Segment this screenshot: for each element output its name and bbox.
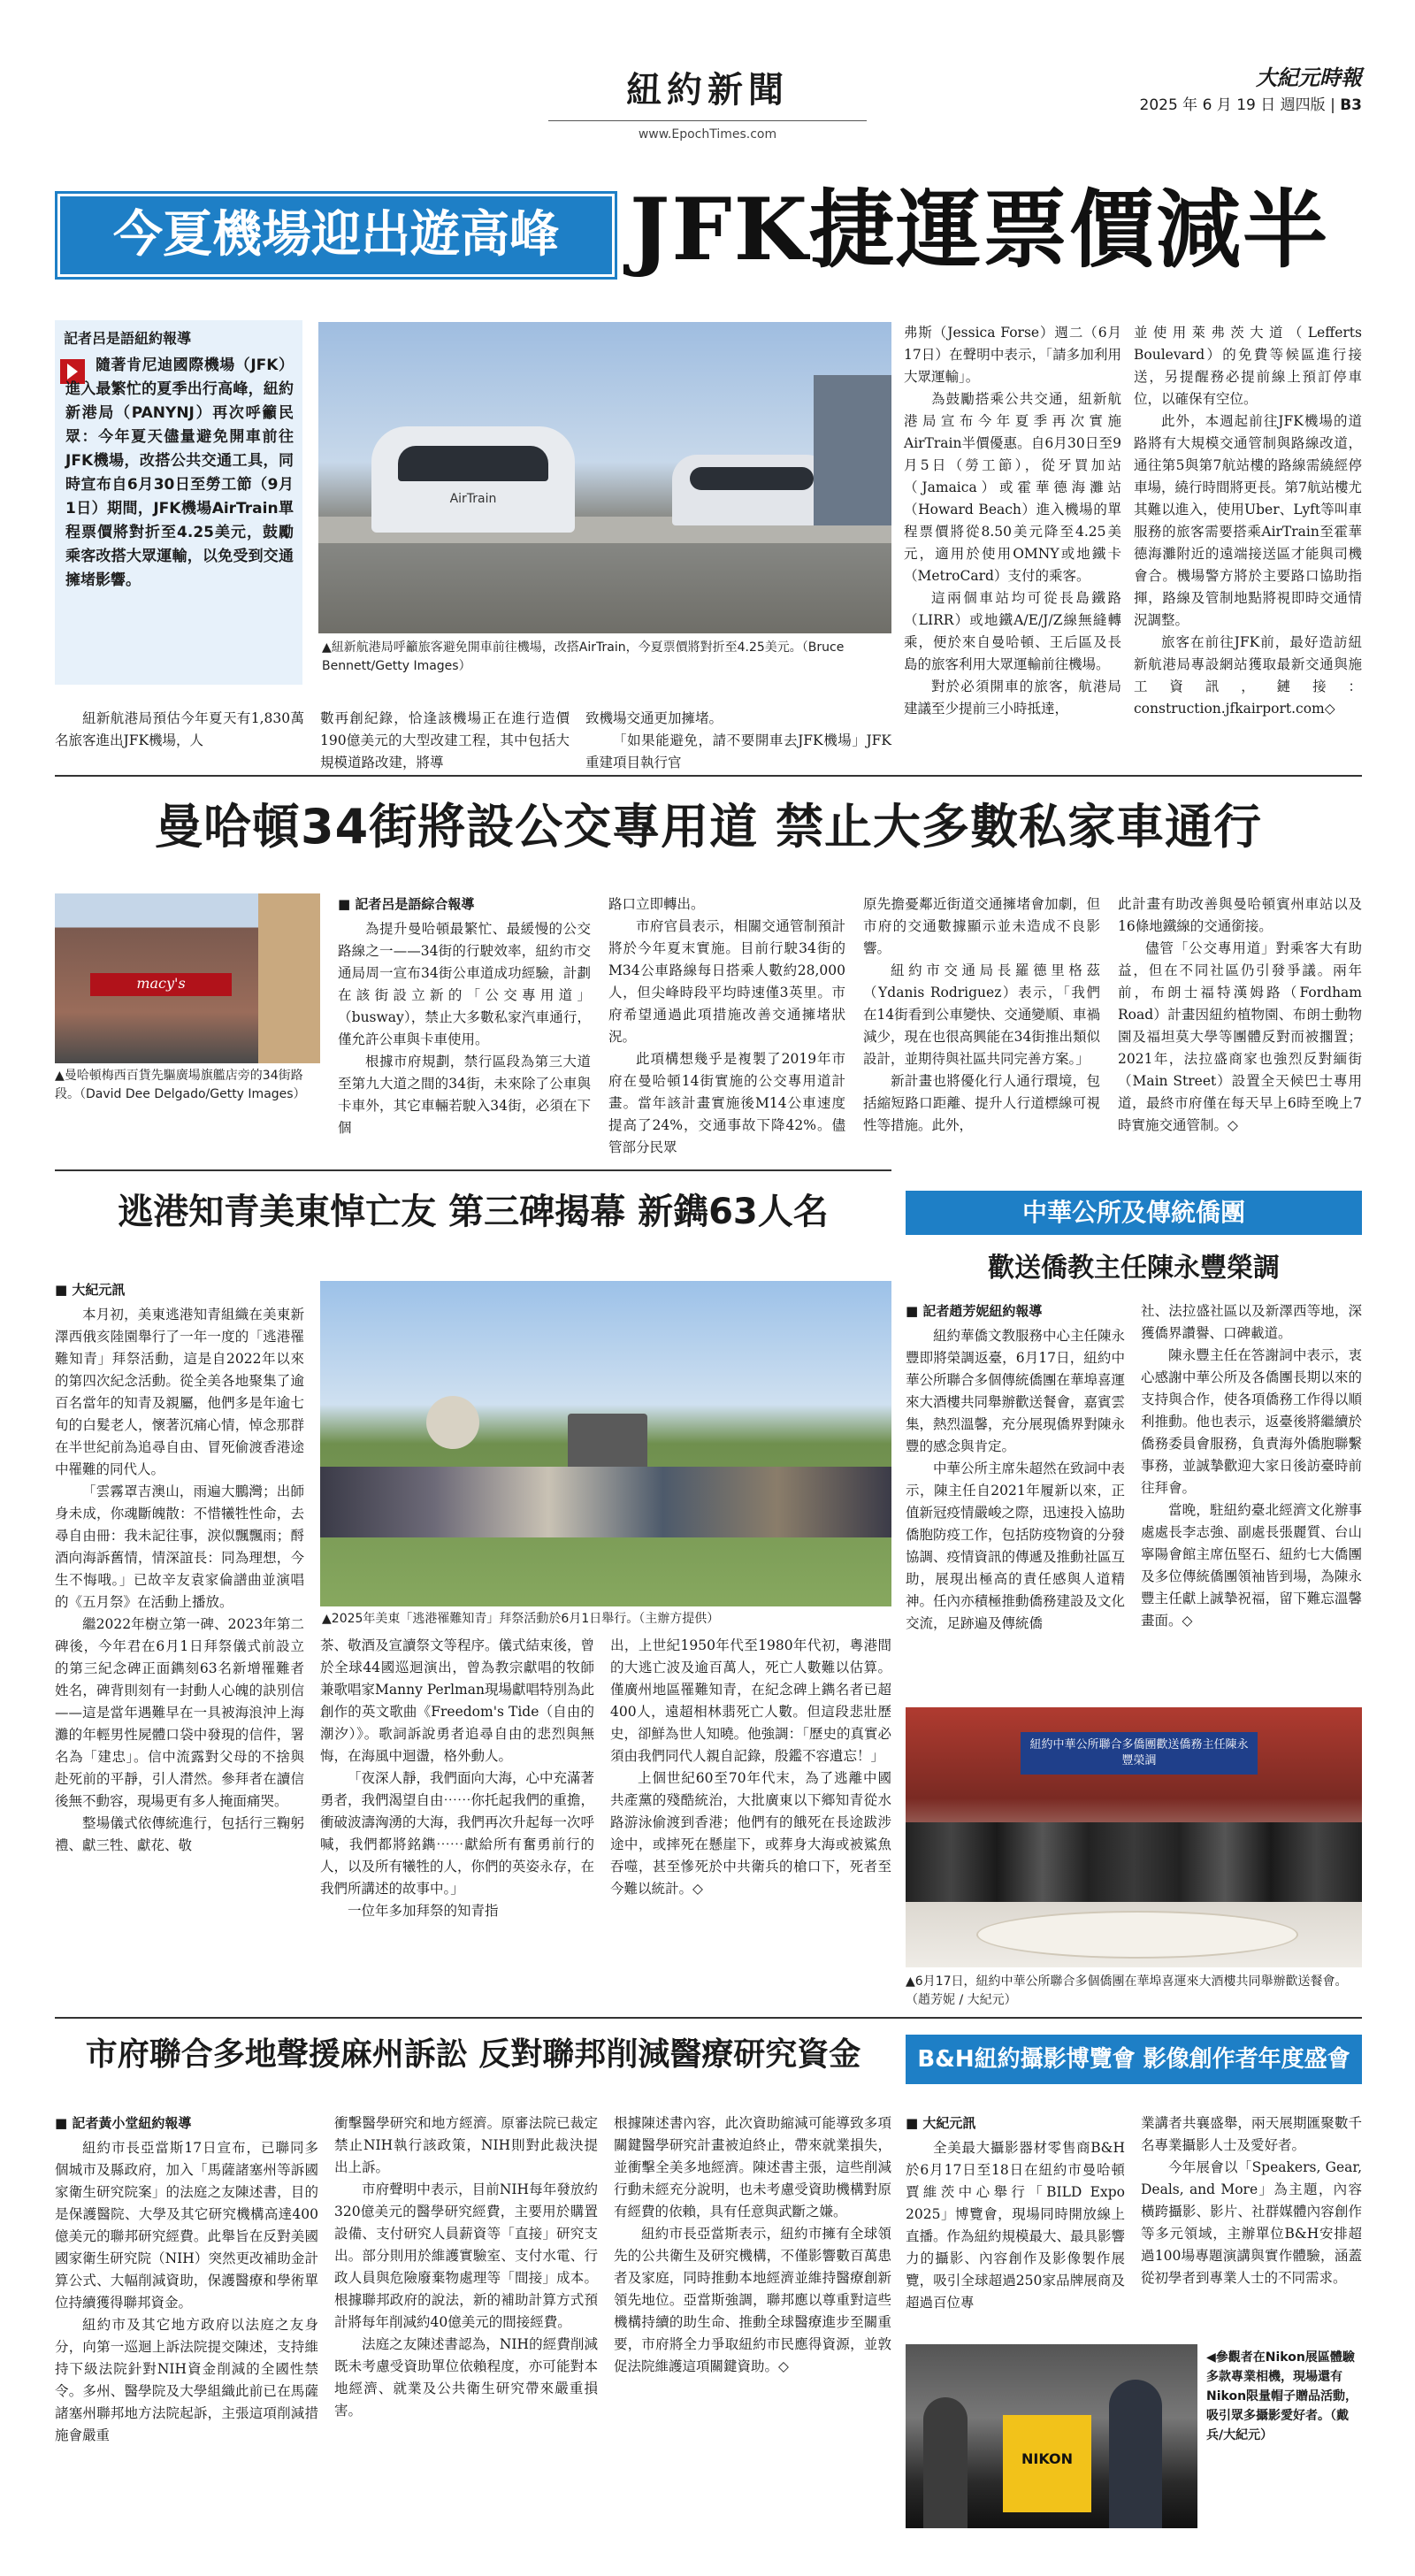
- story2-col3: [863, 893, 1100, 1137]
- story3-photo: [320, 1281, 891, 1606]
- story6-col2: [1141, 2112, 1362, 2289]
- story2-caption: ▲ 曼哈頓梅西百貨先驅廣場旗艦店旁的34街路段。（David Dee Delgado/Getty Images）: [55, 1067, 320, 1104]
- story3-para: 「雲霧罩吉澳山，雨遍大鵬灣；出師身未成，你魂斷魄散：不惜犧牲性命，去尋自由冊：我未記往事，淚似飄飄雨；酹酒向海訴舊情，情深誼長：同為理想，今生不悔哦。」已故辛友袁家倫譜曲並演唱的《五月祭》在活動上播放。: [55, 1484, 304, 1610]
- story3-para: 整場儀式依傳統進行，包括行三鞠躬禮、獻三牲、獻花、敬: [55, 1815, 304, 1853]
- photo-store-sign: macy's: [136, 975, 186, 992]
- story4-byline: ■ 記者趙芳妮紐約報導: [906, 1300, 1125, 1322]
- story1-para: 旅客在前往JFK前，最好造訪紐新航港局專設網站獲取最新交通與施工資訊，鏈接：construction.jfkairport.com◇: [1134, 634, 1362, 717]
- story1-lead-box: [55, 320, 302, 685]
- story2-para: 新計畫也將優化行人通行環境，包括縮短路口距離、提升人行道標線可視性等措施。此外，: [863, 1073, 1100, 1133]
- story2-headline: 曼哈頓34街將設公交專用道 禁止大多數私家車通行: [155, 799, 1262, 855]
- story6-photo: [906, 2344, 1197, 2528]
- photo-guests: [906, 1822, 1362, 1902]
- story3-para: 「夜深人靜，我們面向大海，心中充滿著勇者，我們渴望自由⋯⋯你托起我們的重擔，衝破波濤洶湧的大海，我們再次升起每一次呼喊，我們都將銘鐫⋯⋯獻給所有奮勇前行的人，以及所有犧牲的人，你們的英姿永存，在我們所講述的故事中。」: [320, 1770, 595, 1897]
- story3-col1: [55, 1279, 304, 1857]
- photo-train-right: [672, 455, 831, 525]
- masthead-url: www.EpochTimes.com: [638, 127, 777, 142]
- story5-para: 衝擊醫學研究和地方經濟。原審法院已裁定禁止NIH執行該政策，NIH則對此裁決提出上訴。: [334, 2115, 598, 2175]
- story1-col4: [904, 322, 1121, 720]
- issue-date: [1097, 92, 1362, 114]
- story1-headline: JFK捷運票價減半: [630, 180, 1330, 280]
- story4-para: 中華公所主席朱超然在致詞中表示，陳主任自2021年履新以來，正值新冠疫情嚴峻之際，迅速投入協助僑胞防疫工作，包括防疫物資的分發協調、疫情資訊的傳遞及推動社區互助，展現出極高的責任感與人道精神。任內亦積極推動僑務建設及文化交流，足跡遍及傳統僑: [906, 1460, 1126, 1631]
- masthead: [53, 57, 1362, 154]
- story1-para: 「如果能避免，請不要開車去JFK機場」JFK重建項目執行官: [585, 732, 891, 770]
- story5-headline: 市府聯合多地聲援麻州訴訟 反對聯邦削減醫療研究資金: [85, 2036, 861, 2073]
- story5-para: 根據陳述書內容，此次資助縮減可能導致多項關鍵醫學研究計畫被迫終止，帶來就業損失，並衝擊全美多地經濟。陳述書主張，這些削減行動未經充分說明，也未考慮受資助機構對原有經費的依賴，具有任意與武斷之嫌。: [614, 2115, 891, 2220]
- photo-visitor: [1109, 2380, 1162, 2528]
- page-number: B3: [1340, 96, 1362, 114]
- story2-para: 紐約市交通局長羅德里格茲（Ydanis Rodriguez）表示，「我們在14街看到公車變快、交通變順、車禍減少，現在也很高興能在34街推出類似設計，並期待與社區共同完善方案。」: [863, 962, 1100, 1067]
- story5-para: 市府聲明中表示，目前NIH每年發放約320億美元的醫學研究經費，主要用於購置設備、支付研究人員薪資等「直接」研究支出。部分則用於維護實驗室、支付水電、行政人員與危險廢棄物處理等「間接」成本。根據聯邦政府的說法，新的補助計算方式預計將每年削減約40億美元的間接經費。: [334, 2181, 598, 2330]
- story3-byline: ■ 大紀元訊: [55, 1279, 304, 1301]
- story1-lead: 隨著肯尼迪國際機場（JFK）進入最繁忙的夏季出行高峰，紐約新港局（PANYNJ）再次呼籲民眾：今年夏天儘量避免開車前往JFK機場，改搭公共交通工具，同時宣布自6月30日至勞工節（9月1日）期間，JFK機場AirTrain單程票價將對折至4.25美元，鼓勵乘客改搭大眾運輸，以免受到交通擁堵影響。: [65, 356, 294, 589]
- story2-para: 根據市府規劃，禁行區段為第三大道至第九大道之間的34街，未來除了公車與卡車外，其它車輛若駛入34街，必須在下個: [338, 1054, 591, 1136]
- story5-col2: [334, 2112, 598, 2422]
- caption-arrow: ◀: [1206, 2350, 1216, 2365]
- photo-building-right: [258, 893, 320, 1063]
- divider-story1: [55, 775, 1362, 777]
- paper-name: 大紀元時報: [1256, 65, 1362, 90]
- story4-para: 社、法拉盛社區以及新澤西等地，深獲僑界讚譽、口碑載道。: [1141, 1303, 1362, 1341]
- divider-story3: [55, 2017, 1362, 2019]
- story3-para: 茶、敬酒及宣讀祭文等程序。儀式結束後，曾於全球44國巡迴演出，曾為教宗獻唱的牧師兼歌唱家Manny Perlman現場獻唱特別為此創作的英文歌曲《Freedom's Tide（自由的潮汐）》。歌詞訴說勇者追尋自由的悲烈與無悔，在海風中迴盪，格外動人。: [320, 1637, 595, 1764]
- story4-col2: [1141, 1300, 1362, 1632]
- story1-col3: [585, 708, 891, 774]
- story6-caption-text: 參觀者在Nikon展區體驗多款專業相機，現場還有Nikon限量帽子贈品活動，吸引眾多攝影愛好者。（戴兵/大紀元）: [1206, 2350, 1358, 2442]
- photo-train-window: [398, 446, 548, 481]
- story2-byline: ■ 記者呂是語綜合報導: [338, 893, 591, 916]
- story2-col2: [608, 893, 845, 1159]
- story5-para: 紐約市長亞當斯表示，紐約市擁有全球領先的公共衛生及研究機構，不僅影響數百萬患者及家庭，同時推動本地經濟並維持醫療創新領先地位。亞當斯強調，聯邦應以尊重對這些機構持續的助生命、推動全球醫療進步至關重要，市府將全力爭取紐約市民應得資源，並敦促法院維護這項關鍵資助。◇: [614, 2226, 891, 2374]
- story1-para: 這兩個車站均可從長島鐵路（LIRR）或地鐵A/E/J/Z線無縫轉乘，便於來自曼哈頓、王后區及長島的旅客利用大眾運輸前往機場。: [904, 590, 1121, 672]
- story3-para: 本月初，美東逃港知青組織在美東新澤西俄亥陸園舉行了一年一度的「逃港罹難知青」拜祭活動，這是自2022年以來的第四次紀念活動。從全美各地聚集了逾百名當年的知青及親屬，他們多是年逾七旬的白髮老人，懷著沉痛心情，悼念那群在半世紀前為追尋自由、冒死偷渡香港途中罹難的同代人。: [55, 1307, 304, 1477]
- story4-photo: [906, 1707, 1362, 1967]
- story5-col3: [614, 2112, 891, 2378]
- story6-para: 今年展會以「Speakers, Gear, Deals, and More」為主題，內容橫跨攝影、影片、社群媒體內容創作等多元領域，主辦單位B&H安排超過100場專題演講與實作體驗，涵蓋從初學者到專業人士的不同需求。: [1141, 2159, 1362, 2286]
- photo-train-label: AirTrain: [449, 492, 497, 506]
- story6-para: 業講者共襄盛舉，兩天展期匯聚數千名專業攝影人士及愛好者。: [1141, 2115, 1362, 2153]
- story2-para: 路口立即轉出。: [608, 896, 705, 912]
- story6-byline: ■ 大紀元訊: [906, 2112, 1125, 2135]
- photo-building: [814, 375, 891, 525]
- story4-col1: [906, 1300, 1125, 1635]
- story2-para: 此計畫有助改善與曼哈頓賓州車站以及16條地鐵線的交通銜接。: [1118, 896, 1362, 934]
- story3-para: 出，上世紀1950年代至1980年代初，粵港間的大逃亡波及逾百萬人，死亡人數難以估算。僅廣州地區罹難知青，在紀念碑上鐫名者已超400人，遠超相林翡死亡人數。但這段悲壯歷史，卻鮮為世人知曉。他強調：「歷史的真實必須由我們同代人親自記錄，殷鑑不容遺忘！」: [610, 1637, 891, 1764]
- story1-para: 並使用萊弗茨大道（Lefferts Boulevard）的免費等候區進行接送，另提醒務必提前線上預訂停車位，以確保有空位。: [1134, 325, 1362, 407]
- story3-caption: ▲ 2025年美東「逃港罹難知青」拜祭活動於6月1日舉行。（主辦方提供）: [322, 1610, 891, 1629]
- story2-para: 儘管「公交專用道」對乘客大有助益，但在不同社區仍引發爭議。兩年前，布朗士福特漢姆路（Fordham Road）計畫因紐約植物園、布朗士動物園及福坦莫大學等團體反對而被擱置；2021年，法拉盛商家也強烈反對緬街（Main Street）設置全天候巴士專用道，最終市府僅在每天早上6時至晚上7時實施交通管制。◇: [1118, 940, 1362, 1133]
- section-title: 紐約新聞: [626, 69, 789, 111]
- story4-banner: 中華公所及傳統僑團: [906, 1191, 1362, 1235]
- story2-para: 此項構想幾乎是複製了2019年市府在曼哈頓14街實施的公交專用道計畫。當年該計畫實施後M14公車速度提高了24%，交通事故下降42%。儘管部分民眾: [608, 1051, 845, 1155]
- story6-col1: [906, 2112, 1125, 2314]
- story1-para: 弗斯（Jessica Forse）週二（6月17日）在聲明中表示，「請多加利用大眾運輸」。: [904, 325, 1121, 385]
- story1-para: 數再創紀錄，恰逢該機場正在進行造價190億美元的大型改建工程，其中包括大規模道路改建，將導: [320, 710, 570, 770]
- story1-kicker: 今夏機場迎出遊高峰: [55, 191, 617, 280]
- story1-byline: 記者呂是語紐約報導: [64, 330, 192, 347]
- story5-para: 法庭之友陳述書認為，NIH的經費削減既未考慮受資助單位依賴程度，亦可能對本地經濟、就業及公共衛生研究帶來嚴重損害。: [334, 2336, 598, 2419]
- story1-col2: [320, 708, 570, 774]
- story4-caption: ▲ 6月17日，紐約中華公所聯合多個僑團在華埠喜運來大酒樓共同舉辦歡送餐會。（趙芳妮 / 大紀元）: [906, 1973, 1362, 2010]
- story1-para: 紐新航港局預估今年夏天有1,830萬名旅客進出JFK機場，人: [55, 710, 304, 748]
- story3-col2: [320, 1635, 594, 1922]
- story5-byline: ■ 記者黃小堂紐約報導: [55, 2112, 318, 2135]
- story6-caption: [1206, 2348, 1362, 2445]
- story2-col4: [1118, 893, 1362, 1137]
- story2-para: 原先擔憂鄰近街道交通擁堵會加劇，但市府的交通數據顯示並未造成不良影響。: [863, 896, 1100, 956]
- story6-headline: B&H紐約攝影博覽會 影像創作者年度盛會: [906, 2035, 1362, 2084]
- story2-photo: [55, 893, 320, 1063]
- story4-para: 紐約華僑文教服務中心主任陳永豐即將榮調返臺，6月17日，紐約中華公所聯合多個傳統僑團在華埠喜運來大酒樓共同舉辦歡送餐會，嘉賓雲集，熱烈溫馨，充分展現僑界對陳永豐的感念與肯定。: [906, 1328, 1126, 1454]
- story5-para: 紐約市長亞當斯17日宣布，已聯同多個城市及縣政府，加入「馬薩諸塞州等訴國家衛生研究院案」的法庭之友陳述書，目的是保護醫院、大學及其它研究機構高達400億美元的聯邦研究經費。此舉旨在反對美國國家衛生研究院（NIH）突然更改補助金計算公式、大幅削減資助，保護醫療和學術單位持續獲得聯邦資金。: [55, 2140, 318, 2311]
- story1-para: 對於必須開車的旅客，航港局建議至少提前三小時抵達，: [904, 678, 1121, 717]
- story3-para: 一位年多加拜祭的知青指: [348, 1903, 499, 1919]
- story1-para: 致機場交通更加擁堵。: [585, 710, 723, 726]
- photo-wreath: [426, 1396, 479, 1449]
- photo-table: [976, 1911, 1298, 1959]
- photo-event-banner: 紐約中華公所聯合多僑團歡送僑務主任陳永豐榮調: [1021, 1732, 1258, 1775]
- photo-train-right-window: [690, 467, 814, 490]
- story2-para: 市府官員表示，相關交通管制預計將於今年夏末實施。目前行駛34街的M34公車路線每日搭乘人數約28,000人，但尖峰時段平均時速僅3英里。市府希望通過此項措施改善交通擁堵狀況。: [608, 918, 845, 1045]
- story2-col1: [338, 893, 591, 1139]
- story5-col1: [55, 2112, 318, 2447]
- story1-photo: [318, 322, 891, 633]
- story3-para: 繼2022年樹立第一碑、2023年第二碑後，今年君在6月1日拜祭儀式前設立的第三紀念碑正面鐫刻63名新增罹難者姓名，碑背則刻有一封動人心魄的訣別信——這是當年遇難早在一具被海浪沖上海灘的年輕男性屍體口袋中發現的信件，署名為「建忠」。信中流露對父母的不捨與赴死前的平靜，引人潸然。參拜者在讀信後無不動容，現場更有多人掩面痛哭。: [55, 1616, 304, 1809]
- story1-col1: [55, 708, 304, 752]
- divider-story2: [55, 1169, 891, 1171]
- story4-headline: 歡送僑教主任陳永豐榮調: [988, 1253, 1280, 1284]
- photo-visitor-left: [923, 2397, 968, 2528]
- story1-para: 此外，本週起前往JFK機場的道路將有大規模交通管制與路線改道，通往第5與第7航站樓的路線需繞經停車場，繞行時間將更長。第7航站樓尤其難以進入，使用Uber、Lyft等叫車服務的旅客需要搭乘AirTrain至霍華德海灘附近的遠端接送區才能與司機會合。機場警方將於主要路口協助指揮，路線及管制地點將視即時交通情況調整。: [1134, 413, 1362, 628]
- story5-para: 紐約市及其它地方政府以法庭之友身分，向第一巡迴上訴法院提交陳述，支持維持下級法院針對NIH資金削減的全國性禁令。多州、醫學院及大學組織此前已在馬薩諸塞州聯邦地方法院起訴，主張這項削減措施會嚴重: [55, 2317, 318, 2443]
- date-text: 2025 年 6 月 19 日 週四版: [1139, 96, 1326, 114]
- story3-col3: [610, 1635, 891, 1900]
- photo-brand-sign: NIKON: [1021, 2450, 1073, 2467]
- section-title-underline: [548, 120, 867, 121]
- story3-para: 上個世紀60至70年代末，為了逃離中國共產黨的殘酷統治，大批廣東以下鄉知青從水路游泳偷渡到香港；他們有的餓死在長途跋涉途中，或摔死在懸崖下，或葬身大海或被鯊魚吞噬，甚至慘死於中共衛兵的槍口下，死者至今難以統計。◇: [610, 1770, 891, 1897]
- story6-para: 全美最大攝影器材零售商B&H於6月17日至18日在紐約市曼哈頓賈維茨中心舉行「BILD Expo 2025」博覽會，現場同時開放線上直播。作為紐約規模最大、最具影響力的攝影、內容創作及影像製作展覽，吸引全球超過250家品牌展商及超過百位專: [906, 2140, 1126, 2311]
- story4-para: 當晚，駐紐約臺北經濟文化辦事處處長李志強、副處長張麗質、台山寧陽會館主席伍堅石、紐約七大僑團及多位傳統僑團領袖皆到場，為陳永豐主任獻上誠摯祝福，留下難忘溫馨畫面。◇: [1141, 1502, 1362, 1629]
- story1-col5: [1134, 322, 1362, 720]
- story4-para: 陳永豐主任在答謝詞中表示，衷心感謝中華公所及各僑團長期以來的支持與合作，使各項僑務工作得以順利推動。他也表示，返臺後將繼續於僑務委員會服務，負責海外僑胞聯繫事務，並誠摯歡迎大家日後訪臺時前往拜會。: [1141, 1347, 1362, 1496]
- story1-para: 為鼓勵搭乘公共交通，紐新航港局宣布今年夏季再次實施AirTrain半價優惠。自6月30日至9月5日（勞工節），從牙買加站（Jamaica）或霍華德海灘站（Howard Beach）進入機場的單程票價將從8.50美元降至4.25美元，適用於使用OMNY或地鐵卡（MetroCard）支付的乘客。: [904, 391, 1121, 584]
- story1-caption: ▲ 紐新航港局呼籲旅客避免開車前往機場，改搭AirTrain，今夏票價將對折至4.25美元。（Bruce Bennett/Getty Images）: [322, 639, 891, 676]
- story2-para: 為提升曼哈頓最繁忙、最緩慢的公交路線之一——34街的行駛效率，紐約市交通局周一宣布34街公車道成功經驗，計劃在該街設立新的「公交專用道」（busway），禁止大多數私家汽車通行，僅允許公車與卡車使用。: [338, 921, 591, 1047]
- photo-crowd: [320, 1467, 891, 1537]
- date-separator: |: [1330, 96, 1341, 114]
- story1-headline-row: [55, 180, 1362, 285]
- story3-headline: 逃港知青美東悼亡友 第三碑揭幕 新鐫63人名: [118, 1192, 829, 1232]
